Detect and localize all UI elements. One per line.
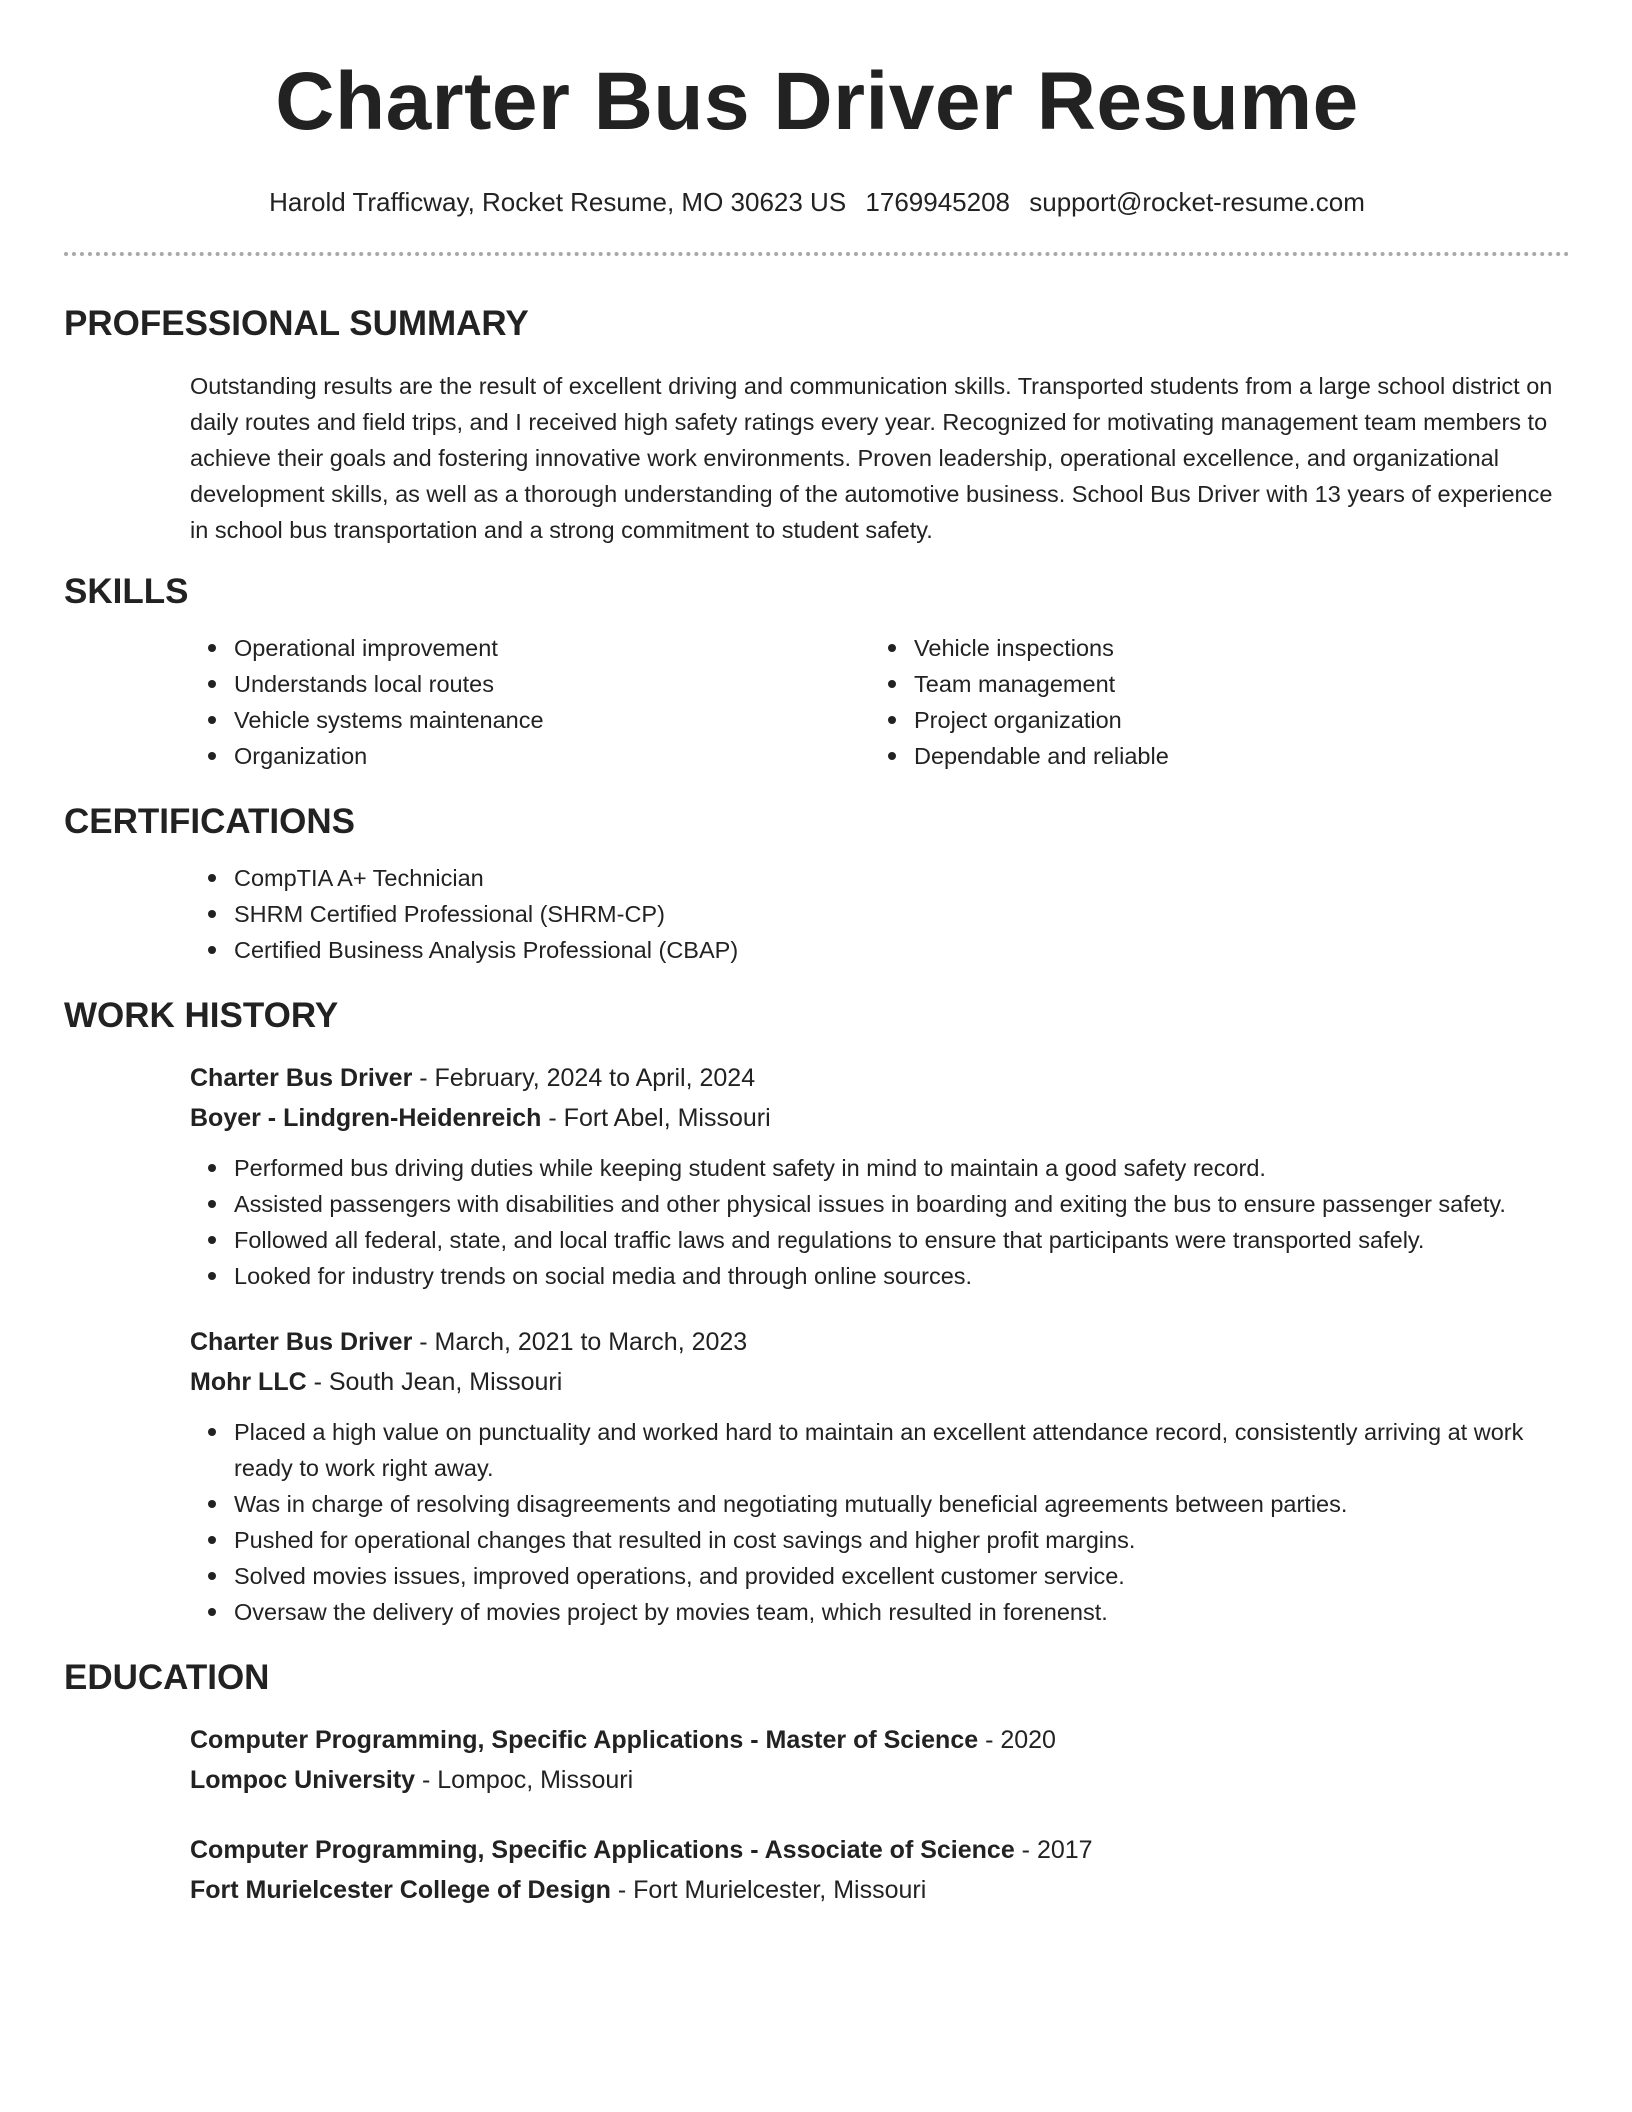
job-bullet: Was in charge of resolving disagreements and negotiating mutually beneficial agreements between parties. — [234, 1486, 1570, 1522]
job-location: - Fort Abel, Missouri — [541, 1104, 771, 1132]
job-bullet: Performed bus driving duties while keeping student safety in mind to maintain a good safety record. — [234, 1150, 1570, 1186]
certifications-heading: CERTIFICATIONS — [64, 802, 356, 841]
education-degree-line — [190, 1830, 1570, 1870]
summary-heading: PROFESSIONAL SUMMARY — [64, 304, 529, 343]
job-title: Charter Bus Driver — [190, 1064, 413, 1092]
job-company-line — [190, 1362, 1570, 1402]
education-section — [64, 1656, 1570, 1910]
job-dates: - March, 2021 to March, 2023 — [412, 1328, 748, 1356]
job-title-line — [190, 1058, 1570, 1098]
contact-phone: 1769945208 — [865, 187, 1011, 217]
education-location: - Fort Murielcester, Missouri — [610, 1876, 927, 1904]
skill-item: Dependable and reliable — [914, 738, 1550, 774]
job-company-line — [190, 1098, 1570, 1138]
skills-heading: SKILLS — [64, 572, 189, 611]
job-bullet: Pushed for operational changes that resulted in cost savings and higher profit margins. — [234, 1522, 1570, 1558]
education-school: Lompoc University — [190, 1766, 416, 1794]
skill-item: Vehicle systems maintenance — [234, 702, 870, 738]
education-degree-line — [190, 1720, 1570, 1760]
work-history-heading: WORK HISTORY — [64, 996, 339, 1035]
education-school-line — [190, 1760, 1570, 1800]
skills-grid — [190, 630, 1570, 774]
header-divider — [64, 252, 1570, 256]
certification-item: SHRM Certified Professional (SHRM-CP) — [234, 896, 1570, 932]
contact-address: Harold Trafficway, Rocket Resume, MO 30623 US — [269, 187, 847, 217]
resume-page — [64, 0, 1570, 1910]
job-bullet: Followed all federal, state, and local traffic laws and regulations to ensure that participants were transported safely. — [234, 1222, 1570, 1258]
job-dates: - February, 2024 to April, 2024 — [412, 1064, 756, 1092]
contact-info — [64, 186, 1570, 218]
certifications-list — [190, 860, 1570, 968]
job-bullet: Assisted passengers with disabilities and other physical issues in boarding and exiting the bus to ensure passenger safety. — [234, 1186, 1570, 1222]
education-entry — [190, 1830, 1570, 1910]
education-school-line — [190, 1870, 1570, 1910]
job-company: Boyer - Lindgren-Heidenreich — [190, 1104, 542, 1132]
certifications-section — [64, 800, 1570, 968]
job-entry — [190, 1058, 1570, 1294]
job-location: - South Jean, Missouri — [306, 1368, 563, 1396]
work-history-section — [64, 994, 1570, 1630]
job-company: Mohr LLC — [190, 1368, 307, 1396]
education-location: - Lompoc, Missouri — [415, 1766, 634, 1794]
job-bullet: Solved movies issues, improved operations, and provided excellent customer service. — [234, 1558, 1570, 1594]
contact-email[interactable]: support@rocket-resume.com — [1029, 187, 1365, 217]
job-title: Charter Bus Driver — [190, 1328, 413, 1356]
certification-item: CompTIA A+ Technician — [234, 860, 1570, 896]
skill-item: Vehicle inspections — [914, 630, 1550, 666]
education-entry — [190, 1720, 1570, 1800]
job-bullet-list — [190, 1150, 1570, 1294]
education-school: Fort Murielcester College of Design — [190, 1876, 611, 1904]
education-degree: Computer Programming, Specific Applications - Master of Science — [190, 1726, 979, 1754]
education-degree: Computer Programming, Specific Applications - Associate of Science — [190, 1836, 1015, 1864]
summary-section — [64, 302, 1570, 548]
skills-column-right — [870, 630, 1550, 774]
job-bullet-list — [190, 1414, 1570, 1630]
education-heading: EDUCATION — [64, 1658, 270, 1697]
skill-item: Team management — [914, 666, 1550, 702]
skill-item: Operational improvement — [234, 630, 870, 666]
job-entry — [190, 1322, 1570, 1630]
job-bullet: Looked for industry trends on social media and through online sources. — [234, 1258, 1570, 1294]
resume-title: Charter Bus Driver Resume — [275, 56, 1359, 147]
certification-item: Certified Business Analysis Professional (CBAP) — [234, 932, 1570, 968]
education-year: - 2020 — [978, 1726, 1056, 1754]
skill-item: Organization — [234, 738, 870, 774]
skill-item: Project organization — [914, 702, 1550, 738]
job-title-line — [190, 1322, 1570, 1362]
skills-section — [64, 570, 1570, 774]
job-bullet: Placed a high value on punctuality and worked hard to maintain an excellent attendance record, consistently arriving at work ready to work right away. — [234, 1414, 1570, 1486]
skill-item: Understands local routes — [234, 666, 870, 702]
skills-column-left — [190, 630, 870, 774]
job-bullet: Oversaw the delivery of movies project by movies team, which resulted in forenenst. — [234, 1594, 1570, 1630]
summary-text: Outstanding results are the result of excellent driving and communication skills. Transported students from a large school district on daily routes and field trips, and I received high safety ratings every year. Recognized for motivating management team members to achieve their goals and fostering innovative work environments. Proven leadership, operational excellence, and organizational development skills, as well as a thorough understanding of the automotive business. School Bus Driver with 13 years of experience in school bus transportation and a strong commitment to student safety. — [190, 373, 1553, 543]
education-year: - 2017 — [1014, 1836, 1093, 1864]
